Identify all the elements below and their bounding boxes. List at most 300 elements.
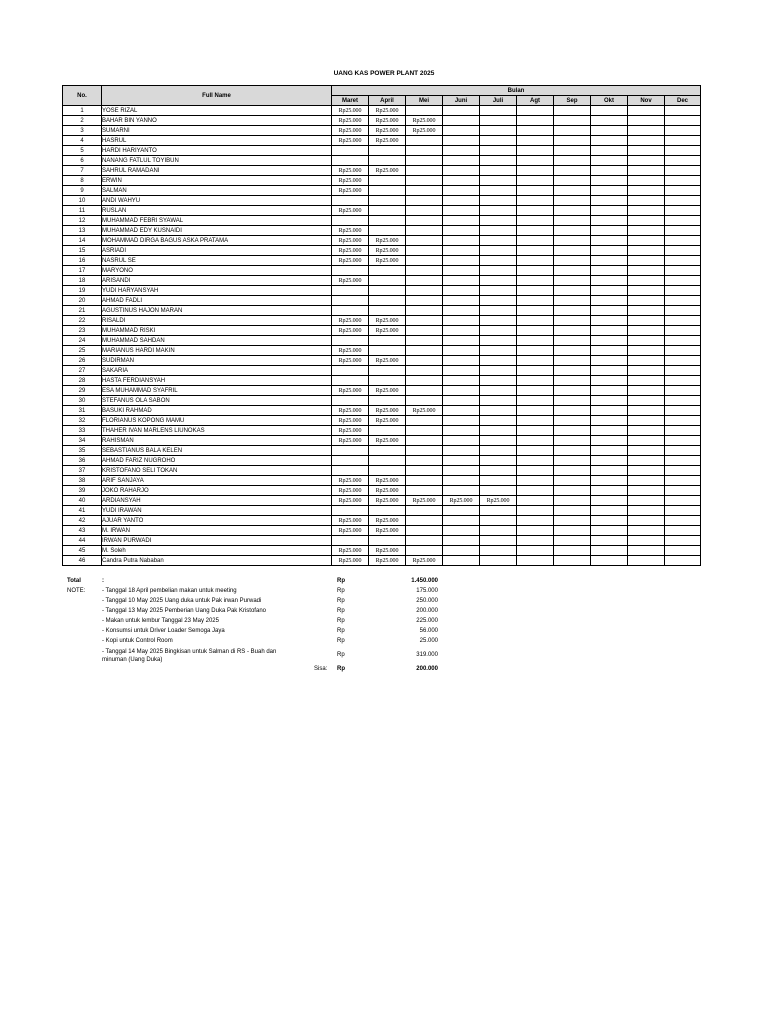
payment-cell bbox=[480, 556, 517, 566]
payment-cell bbox=[406, 276, 443, 286]
payment-cell bbox=[628, 176, 665, 186]
payment-cell bbox=[406, 166, 443, 176]
payment-cell bbox=[406, 286, 443, 296]
payment-cell bbox=[480, 226, 517, 236]
note-row bbox=[62, 608, 462, 618]
payment-cell bbox=[628, 386, 665, 396]
payment-cell bbox=[628, 146, 665, 156]
payment-cell bbox=[591, 376, 628, 386]
payment-cell bbox=[591, 466, 628, 476]
table-row bbox=[63, 266, 701, 276]
row-number: 19 bbox=[63, 286, 102, 296]
member-name: ESA MUHAMMAD SYAFRIL bbox=[102, 386, 332, 396]
payment-cell bbox=[665, 456, 701, 466]
note-currency: Rp bbox=[337, 618, 345, 624]
payment-cell bbox=[628, 326, 665, 336]
row-number: 28 bbox=[63, 376, 102, 386]
payment-cell: Rp25.000 bbox=[443, 496, 480, 506]
payment-cell bbox=[591, 296, 628, 306]
payment-cell: Rp25.000 bbox=[332, 326, 369, 336]
payment-cell bbox=[591, 456, 628, 466]
payment-cell bbox=[480, 456, 517, 466]
payment-cell bbox=[554, 416, 591, 426]
payment-cell bbox=[332, 336, 369, 346]
payment-cell bbox=[406, 366, 443, 376]
payment-cell bbox=[665, 136, 701, 146]
note-text: - Konsumsi untuk Driver Loader Semoga Jaya bbox=[102, 628, 225, 634]
row-number: 2 bbox=[63, 116, 102, 126]
payment-cell bbox=[665, 306, 701, 316]
payment-cell bbox=[443, 386, 480, 396]
payment-cell bbox=[554, 326, 591, 336]
payment-cell bbox=[554, 506, 591, 516]
payment-cell bbox=[443, 306, 480, 316]
payment-cell: Rp25.000 bbox=[332, 256, 369, 266]
payment-cell bbox=[406, 226, 443, 236]
payment-cell bbox=[628, 556, 665, 566]
header-month-sep: Sep bbox=[554, 96, 591, 106]
payment-cell bbox=[628, 106, 665, 116]
payment-cell: Rp25.000 bbox=[332, 476, 369, 486]
row-number: 15 bbox=[63, 246, 102, 256]
member-name: RUSLAN bbox=[102, 206, 332, 216]
payment-cell bbox=[665, 436, 701, 446]
payment-cell bbox=[443, 196, 480, 206]
payment-cell bbox=[591, 546, 628, 556]
payment-cell bbox=[517, 556, 554, 566]
payment-cell bbox=[554, 306, 591, 316]
member-name: MUHAMMAD FEBRI SYAWAL bbox=[102, 216, 332, 226]
payment-cell bbox=[554, 336, 591, 346]
payment-cell bbox=[517, 426, 554, 436]
payment-cell bbox=[480, 136, 517, 146]
member-name: ANDI WAHYU bbox=[102, 196, 332, 206]
sisa-label: Sisa: bbox=[314, 666, 328, 672]
payment-cell bbox=[480, 476, 517, 486]
payment-cell bbox=[665, 356, 701, 366]
payment-cell bbox=[406, 526, 443, 536]
payment-cell bbox=[517, 406, 554, 416]
payment-cell bbox=[517, 416, 554, 426]
note-amount: 175.000 bbox=[416, 588, 438, 594]
note-text: - Tanggal 14 May 2025 Bingkisan untuk Salman di RS - Buah dan minuman (Uang Duka) bbox=[102, 649, 277, 663]
row-number: 9 bbox=[63, 186, 102, 196]
payment-cell bbox=[369, 296, 406, 306]
payment-cell bbox=[665, 126, 701, 136]
payment-cell bbox=[665, 486, 701, 496]
payment-cell: Rp25.000 bbox=[332, 486, 369, 496]
payment-cell bbox=[591, 526, 628, 536]
payment-cell bbox=[443, 296, 480, 306]
payment-cell bbox=[554, 196, 591, 206]
member-name: SAHRUL RAMADANI bbox=[102, 166, 332, 176]
payment-cell bbox=[480, 356, 517, 366]
payment-cell bbox=[480, 466, 517, 476]
member-name: MUHAMMAD RISKI bbox=[102, 326, 332, 336]
table-row bbox=[63, 436, 701, 446]
table-row bbox=[63, 526, 701, 536]
payment-cell bbox=[406, 396, 443, 406]
payment-cell bbox=[480, 196, 517, 206]
payment-cell: Rp25.000 bbox=[369, 116, 406, 126]
member-name: YUDI IRAWAN bbox=[102, 506, 332, 516]
payment-cell bbox=[628, 426, 665, 436]
row-number: 4 bbox=[63, 136, 102, 146]
payment-cell bbox=[591, 326, 628, 336]
payment-cell bbox=[443, 176, 480, 186]
note-currency: Rp bbox=[337, 628, 345, 634]
payment-cell: Rp25.000 bbox=[332, 106, 369, 116]
member-name: NANANG FATLUL TOYIBUN bbox=[102, 156, 332, 166]
note-label: NOTE: bbox=[67, 588, 86, 594]
payment-cell bbox=[665, 296, 701, 306]
payment-cell: Rp25.000 bbox=[369, 356, 406, 366]
note-currency: Rp bbox=[337, 652, 345, 658]
payment-cell bbox=[480, 536, 517, 546]
row-number: 42 bbox=[63, 516, 102, 526]
row-number: 38 bbox=[63, 476, 102, 486]
payment-cell: Rp25.000 bbox=[369, 496, 406, 506]
payment-cell bbox=[665, 506, 701, 516]
payment-cell bbox=[443, 556, 480, 566]
payment-cell bbox=[369, 266, 406, 276]
payment-cell bbox=[665, 516, 701, 526]
payment-cell bbox=[332, 446, 369, 456]
payment-cell bbox=[517, 526, 554, 536]
table-row bbox=[63, 296, 701, 306]
payment-cell bbox=[628, 296, 665, 306]
note-row bbox=[62, 638, 462, 648]
payment-cell bbox=[665, 476, 701, 486]
payment-cell: Rp25.000 bbox=[369, 326, 406, 336]
payment-cell bbox=[628, 316, 665, 326]
payment-cell bbox=[480, 106, 517, 116]
table-row bbox=[63, 516, 701, 526]
payment-cell bbox=[628, 276, 665, 286]
cash-table bbox=[62, 85, 701, 566]
payment-cell bbox=[406, 546, 443, 556]
payment-cell bbox=[517, 256, 554, 266]
table-row bbox=[63, 406, 701, 416]
total-label: Total bbox=[67, 578, 81, 584]
payment-cell bbox=[406, 186, 443, 196]
member-name: M. Soleh bbox=[102, 546, 332, 556]
header-month-nov: Nov bbox=[628, 96, 665, 106]
payment-cell bbox=[665, 116, 701, 126]
payment-cell bbox=[517, 386, 554, 396]
payment-cell bbox=[406, 436, 443, 446]
payment-cell bbox=[443, 266, 480, 276]
row-number: 8 bbox=[63, 176, 102, 186]
payment-cell bbox=[480, 236, 517, 246]
header-no: No. bbox=[63, 86, 102, 106]
payment-cell bbox=[443, 256, 480, 266]
note-amount: 25.000 bbox=[419, 638, 438, 644]
payment-cell bbox=[628, 406, 665, 416]
payment-cell: Rp25.000 bbox=[332, 236, 369, 246]
payment-cell bbox=[517, 226, 554, 236]
payment-cell bbox=[443, 226, 480, 236]
table-row bbox=[63, 106, 701, 116]
payment-cell bbox=[480, 506, 517, 516]
note-row bbox=[62, 598, 462, 608]
payment-cell bbox=[369, 216, 406, 226]
payment-cell bbox=[665, 146, 701, 156]
note-amount: 225.000 bbox=[416, 618, 438, 624]
payment-cell bbox=[443, 356, 480, 366]
payment-cell bbox=[554, 356, 591, 366]
payment-cell bbox=[406, 146, 443, 156]
payment-cell bbox=[591, 476, 628, 486]
payment-cell bbox=[332, 296, 369, 306]
payment-cell bbox=[554, 186, 591, 196]
payment-cell: Rp25.000 bbox=[369, 166, 406, 176]
payment-cell bbox=[406, 356, 443, 366]
header-month-agt: Agt bbox=[517, 96, 554, 106]
payment-cell bbox=[369, 446, 406, 456]
payment-cell bbox=[443, 156, 480, 166]
payment-cell bbox=[554, 116, 591, 126]
member-name: ERWIN bbox=[102, 176, 332, 186]
payment-cell: Rp25.000 bbox=[332, 436, 369, 446]
row-number: 5 bbox=[63, 146, 102, 156]
payment-cell bbox=[554, 146, 591, 156]
member-name: BAHAR BIN YANNO bbox=[102, 116, 332, 126]
payment-cell bbox=[443, 166, 480, 176]
payment-cell bbox=[332, 286, 369, 296]
payment-cell bbox=[369, 506, 406, 516]
table-row bbox=[63, 206, 701, 216]
header-full-name: Full Name bbox=[102, 86, 332, 106]
payment-cell bbox=[628, 536, 665, 546]
payment-cell bbox=[443, 116, 480, 126]
payment-cell bbox=[517, 296, 554, 306]
payment-cell bbox=[332, 536, 369, 546]
payment-cell bbox=[554, 346, 591, 356]
payment-cell bbox=[480, 266, 517, 276]
payment-cell bbox=[332, 306, 369, 316]
payment-cell bbox=[628, 156, 665, 166]
payment-cell: Rp25.000 bbox=[369, 406, 406, 416]
payment-cell bbox=[554, 476, 591, 486]
payment-cell: Rp25.000 bbox=[369, 236, 406, 246]
payment-cell bbox=[591, 516, 628, 526]
payment-cell bbox=[369, 276, 406, 286]
payment-cell bbox=[406, 476, 443, 486]
note-row bbox=[62, 618, 462, 628]
payment-cell bbox=[554, 526, 591, 536]
payment-cell bbox=[554, 366, 591, 376]
total-currency: Rp bbox=[337, 578, 345, 584]
payment-cell bbox=[628, 286, 665, 296]
payment-cell bbox=[665, 386, 701, 396]
payment-cell bbox=[665, 216, 701, 226]
payment-cell bbox=[591, 256, 628, 266]
payment-cell bbox=[480, 126, 517, 136]
payment-cell bbox=[406, 426, 443, 436]
table-row bbox=[63, 286, 701, 296]
payment-cell bbox=[406, 466, 443, 476]
payment-cell bbox=[406, 536, 443, 546]
payment-cell bbox=[480, 256, 517, 266]
payment-cell bbox=[517, 446, 554, 456]
payment-cell bbox=[591, 306, 628, 316]
member-name: AHMAD FARIZ NUGROHO bbox=[102, 456, 332, 466]
payment-cell bbox=[332, 156, 369, 166]
member-name: RISALDI bbox=[102, 316, 332, 326]
payment-cell: Rp25.000 bbox=[369, 436, 406, 446]
payment-cell bbox=[369, 306, 406, 316]
payment-cell bbox=[628, 506, 665, 516]
payment-cell bbox=[369, 366, 406, 376]
payment-cell: Rp25.000 bbox=[332, 496, 369, 506]
note-amount: 200.000 bbox=[416, 608, 438, 614]
payment-cell bbox=[591, 436, 628, 446]
payment-cell: Rp25.000 bbox=[369, 486, 406, 496]
member-name: MUHAMMAD EDY KUSNAIDI bbox=[102, 226, 332, 236]
row-number: 7 bbox=[63, 166, 102, 176]
payment-cell bbox=[480, 366, 517, 376]
note-amount: 56.000 bbox=[419, 628, 438, 634]
row-number: 25 bbox=[63, 346, 102, 356]
payment-cell: Rp25.000 bbox=[406, 116, 443, 126]
payment-cell bbox=[665, 276, 701, 286]
payment-cell bbox=[443, 276, 480, 286]
payment-cell bbox=[369, 186, 406, 196]
payment-cell bbox=[517, 506, 554, 516]
header-month-dec: Dec bbox=[665, 96, 701, 106]
payment-cell bbox=[480, 186, 517, 196]
page-title: UANG KAS POWER PLANT 2025 bbox=[333, 70, 435, 77]
payment-cell bbox=[406, 346, 443, 356]
payment-cell bbox=[406, 246, 443, 256]
member-name: AHMAD FADLI bbox=[102, 296, 332, 306]
note-currency: Rp bbox=[337, 608, 345, 614]
payment-cell bbox=[628, 236, 665, 246]
payment-cell: Rp25.000 bbox=[332, 516, 369, 526]
payment-cell bbox=[480, 296, 517, 306]
row-number: 3 bbox=[63, 126, 102, 136]
table-row bbox=[63, 556, 701, 566]
payment-cell bbox=[628, 486, 665, 496]
note-text: - Tanggal 18 April pembelian makan untuk meeting bbox=[102, 588, 237, 594]
payment-cell bbox=[406, 416, 443, 426]
payment-cell bbox=[406, 376, 443, 386]
payment-cell bbox=[517, 276, 554, 286]
row-number: 39 bbox=[63, 486, 102, 496]
payment-cell bbox=[480, 166, 517, 176]
payment-cell bbox=[480, 316, 517, 326]
row-number: 11 bbox=[63, 206, 102, 216]
note-amount: 250.000 bbox=[416, 598, 438, 604]
payment-cell: Rp25.000 bbox=[332, 316, 369, 326]
payment-cell bbox=[443, 346, 480, 356]
payment-cell bbox=[591, 356, 628, 366]
payment-cell bbox=[591, 406, 628, 416]
table-row bbox=[63, 216, 701, 226]
payment-cell bbox=[665, 406, 701, 416]
payment-cell bbox=[480, 396, 517, 406]
row-number: 13 bbox=[63, 226, 102, 236]
payment-cell bbox=[480, 486, 517, 496]
payment-cell bbox=[480, 346, 517, 356]
member-name: HASRUL bbox=[102, 136, 332, 146]
payment-cell bbox=[554, 456, 591, 466]
row-number: 44 bbox=[63, 536, 102, 546]
member-name: HARDI HARIYANTO bbox=[102, 146, 332, 156]
member-name: BASUKI RAHMAD bbox=[102, 406, 332, 416]
table-row bbox=[63, 186, 701, 196]
note-row bbox=[62, 648, 462, 666]
payment-cell bbox=[443, 536, 480, 546]
table-row bbox=[63, 316, 701, 326]
row-number: 20 bbox=[63, 296, 102, 306]
payment-cell bbox=[628, 446, 665, 456]
member-name: M. IRWAN bbox=[102, 526, 332, 536]
payment-cell bbox=[665, 426, 701, 436]
note-currency: Rp bbox=[337, 588, 345, 594]
payment-cell: Rp25.000 bbox=[369, 556, 406, 566]
payment-cell bbox=[665, 286, 701, 296]
payment-cell bbox=[665, 186, 701, 196]
payment-cell bbox=[628, 216, 665, 226]
payment-cell: Rp25.000 bbox=[369, 106, 406, 116]
payment-cell bbox=[369, 466, 406, 476]
payment-cell bbox=[517, 236, 554, 246]
payment-cell bbox=[591, 346, 628, 356]
payment-cell: Rp25.000 bbox=[332, 386, 369, 396]
member-name: STEFANUS OLA SABON bbox=[102, 396, 332, 406]
payment-cell: Rp25.000 bbox=[332, 186, 369, 196]
payment-cell bbox=[665, 396, 701, 406]
header-month-juni: Juni bbox=[443, 96, 480, 106]
payment-cell bbox=[517, 536, 554, 546]
table-row bbox=[63, 506, 701, 516]
row-number: 32 bbox=[63, 416, 102, 426]
table-row bbox=[63, 386, 701, 396]
payment-cell bbox=[665, 546, 701, 556]
payment-cell bbox=[517, 366, 554, 376]
member-name: JOKO RAHARJO bbox=[102, 486, 332, 496]
payment-cell bbox=[554, 246, 591, 256]
payment-cell bbox=[554, 216, 591, 226]
row-number: 34 bbox=[63, 436, 102, 446]
payment-cell bbox=[628, 166, 665, 176]
payment-cell bbox=[554, 556, 591, 566]
payment-cell bbox=[554, 236, 591, 246]
row-number: 31 bbox=[63, 406, 102, 416]
payment-cell bbox=[406, 506, 443, 516]
payment-cell bbox=[554, 296, 591, 306]
table-row bbox=[63, 376, 701, 386]
table-row bbox=[63, 276, 701, 286]
payment-cell bbox=[369, 536, 406, 546]
payment-cell bbox=[369, 226, 406, 236]
payment-cell bbox=[443, 516, 480, 526]
table-row bbox=[63, 136, 701, 146]
payment-cell bbox=[480, 176, 517, 186]
payment-cell bbox=[517, 356, 554, 366]
payment-cell bbox=[406, 106, 443, 116]
payment-cell bbox=[406, 326, 443, 336]
row-number: 18 bbox=[63, 276, 102, 286]
payment-cell bbox=[517, 516, 554, 526]
payment-cell bbox=[332, 146, 369, 156]
table-row bbox=[63, 166, 701, 176]
payment-cell bbox=[517, 126, 554, 136]
table-row bbox=[63, 456, 701, 466]
payment-cell bbox=[628, 226, 665, 236]
